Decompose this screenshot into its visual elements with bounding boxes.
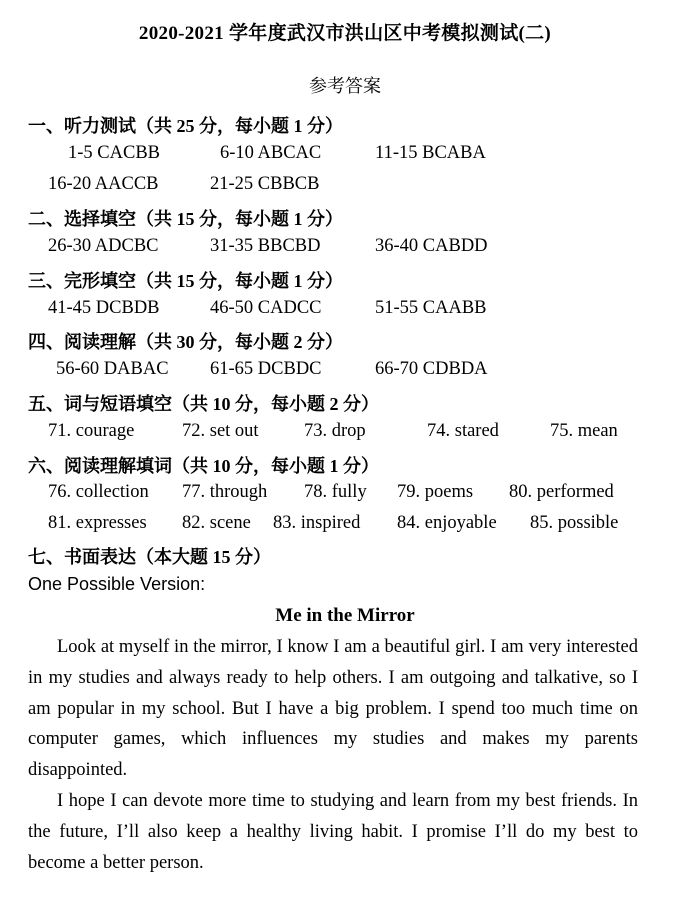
answer-group: 1-5 CACBB <box>68 143 161 163</box>
answer-row <box>0 236 690 260</box>
answer-item: 83. inspired <box>273 513 361 533</box>
answer-row <box>0 421 690 445</box>
answer-item: 82. scene <box>182 513 251 533</box>
answer-row <box>0 298 690 322</box>
answer-item: 80. performed <box>509 482 614 502</box>
answer-row <box>0 359 690 383</box>
page-subtitle: 参考答案 <box>309 76 381 96</box>
answer-row <box>0 174 690 198</box>
answer-item: 76. collection <box>48 482 149 502</box>
answer-group: 6-10 ABCAC <box>220 143 322 163</box>
page-title: 2020-2021 学年度武汉市洪山区中考模拟测试(二) <box>138 23 552 44</box>
answer-item: 71. courage <box>48 421 135 441</box>
essay-paragraph: I hope I can devote more time to studying and learn from my best friends. In the future, I’ll also keep a healthy living habit. I promise I’ll do my best to become a better person. <box>28 791 638 873</box>
answer-row <box>0 482 690 506</box>
section-heading: 一、听力测试（共 25 分，每小题 1 分） <box>28 116 343 136</box>
essay-paragraph: Look at myself in the mirror, I know I am a beautiful girl. I am very interested in my studies and always ready to help others. I am outgoing and talkative, so I am popular in my school. But I have a big problem. I spend too much time on computer games, which influences my studies and makes my parents disappointed. <box>28 637 638 781</box>
answer-item: 77. through <box>182 482 268 502</box>
answer-item: 73. drop <box>304 421 366 441</box>
section-heading: 四、阅读理解（共 30 分，每小题 2 分） <box>28 332 343 352</box>
answer-item: 74. stared <box>427 421 499 441</box>
answer-item: 75. mean <box>550 421 618 441</box>
section-heading: 七、书面表达（本大题 15 分） <box>28 547 271 567</box>
answer-group: 61-65 DCBDC <box>210 359 322 379</box>
answer-group: 31-35 BBCBD <box>210 236 321 256</box>
answer-group: 36-40 CABDD <box>375 236 488 256</box>
section-heading: 三、完形填空（共 15 分，每小题 1 分） <box>28 271 343 291</box>
answer-group: 56-60 DABAC <box>56 359 169 379</box>
answer-group: 66-70 CDBDA <box>375 359 488 379</box>
writing-intro: One Possible Version: <box>28 574 206 594</box>
answer-item: 85. possible <box>530 513 619 533</box>
section-heading: 二、选择填空（共 15 分，每小题 1 分） <box>28 209 343 229</box>
answer-group: 26-30 ADCBC <box>48 236 159 256</box>
answer-group: 11-15 BCABA <box>375 143 486 163</box>
answer-row <box>0 143 690 167</box>
answer-item: 84. enjoyable <box>397 513 497 533</box>
answer-item: 78. fully <box>304 482 367 502</box>
answer-item: 72. set out <box>182 421 259 441</box>
answer-row <box>0 513 690 537</box>
section-heading: 五、词与短语填空（共 10 分，每小题 2 分） <box>28 394 379 414</box>
answer-group: 21-25 CBBCB <box>210 174 320 194</box>
answer-item: 81. expresses <box>48 513 147 533</box>
answer-group: 16-20 AACCB <box>48 174 159 194</box>
section-heading: 六、阅读理解填词（共 10 分，每小题 1 分） <box>28 456 379 476</box>
answer-group: 41-45 DCBDB <box>48 298 160 318</box>
answer-item: 79. poems <box>397 482 474 502</box>
essay-title: Me in the Mirror <box>275 605 415 626</box>
answer-group: 46-50 CADCC <box>210 298 322 318</box>
answer-group: 51-55 CAABB <box>375 298 487 318</box>
